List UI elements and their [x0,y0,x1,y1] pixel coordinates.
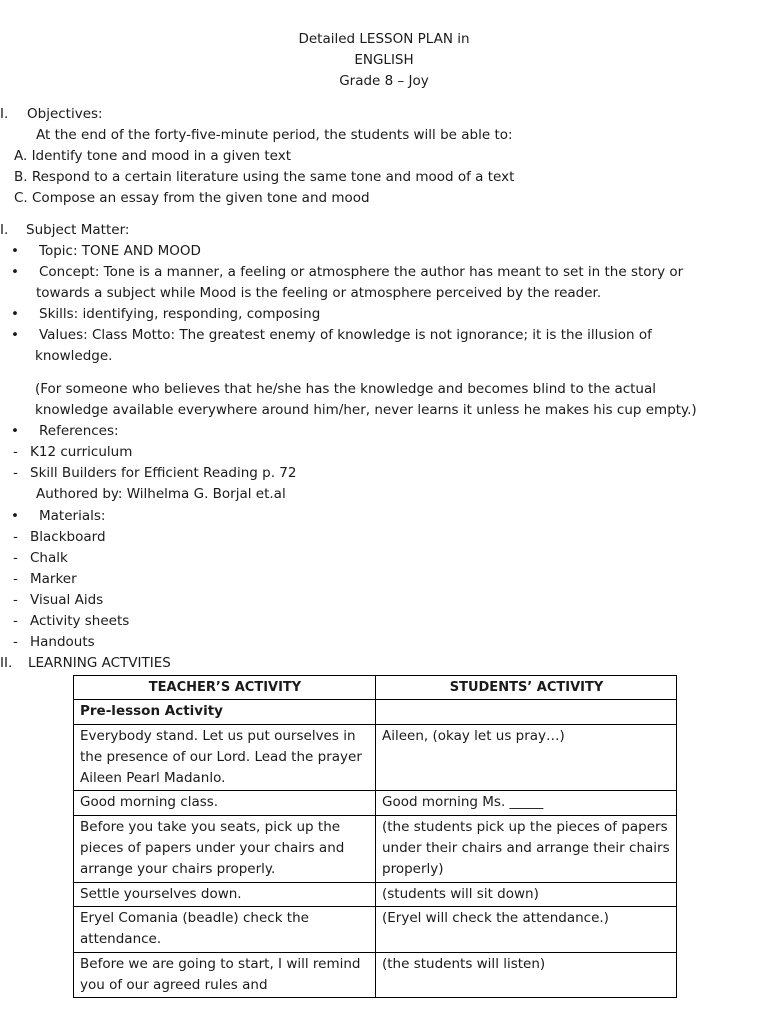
learning-numeral: II. [0,655,13,671]
students-cell: Good morning Ms. _____ [376,791,677,815]
bullet-skills: • Skills: identifying, responding, composing [0,304,768,325]
teacher-cell: Settle yourselves down. [74,882,376,906]
table-row [74,700,677,724]
table-row [74,724,677,791]
dash-marker: - [13,529,18,545]
subject-matter-heading: Subject Matter: [26,222,130,238]
teacher-cell: Eryel Comania (beadle) check the attendance. [74,906,376,952]
objectives-heading: Objectives: [27,106,103,122]
document-grade: Grade 8 – Joy [339,73,429,89]
material-item: - Handouts [0,632,768,653]
dash-marker: - [13,613,18,629]
bullet-values: • Values: Class Motto: The greatest enemy of knowledge is not ignorance; it is the illusion of [0,325,768,346]
column-header-teacher: TEACHER’S ACTIVITY [74,676,376,700]
motto-note-continued: knowledge available everywhere around him/her, never learns it unless he makes his cup empty.) [35,402,697,418]
objectives-intro: At the end of the forty-five-minute period, the students will be able to: [36,127,513,143]
column-header-students: STUDENTS’ ACTIVITY [376,676,677,700]
bullet-icon: • [11,508,19,524]
material-item: - Visual Aids [0,590,768,611]
students-cell: Aileen, (okay let us pray…) [376,724,677,791]
material-item: - Activity sheets [0,611,768,632]
bullet-concept: • Concept: Tone is a manner, a feeling or atmosphere the author has meant to set in the story or [0,262,768,283]
table-row [74,815,677,882]
dash-marker: - [13,550,18,566]
document-title: Detailed LESSON PLAN in [298,31,470,47]
bullet-icon: • [11,423,19,439]
learning-heading: LEARNING ACTVITIES [28,655,171,671]
document-subject: ENGLISH [354,52,414,68]
students-cell: (Eryel will check the attendance.) [376,906,677,952]
bullet-materials: • Materials: [0,506,768,527]
concept-continued: towards a subject while Mood is the feeling or atmosphere perceived by the reader. [36,285,602,301]
table-header-row [74,676,677,700]
values-continued: knowledge. [35,348,113,364]
students-cell [376,700,677,724]
teacher-cell: Pre-lesson Activity [74,700,376,724]
learning-activities-table [73,675,677,998]
bullet-icon: • [11,264,19,280]
dash-marker: - [13,571,18,587]
dash-marker: - [13,444,18,460]
objective-item: C. Compose an essay from the given tone and mood [14,190,370,206]
bullet-icon: • [11,243,19,259]
students-cell: (the students pick up the pieces of papers under their chairs and arrange their chairs properly) [376,815,677,882]
teacher-cell: Before we are going to start, I will remind you of our agreed rules and [74,952,376,998]
reference-item: - Skill Builders for Efficient Reading p. 72 [0,463,768,484]
subject-matter-numeral: I. [0,222,9,238]
table-row [74,882,677,906]
teacher-cell: Before you take you seats, pick up the pieces of papers under your chairs and arrange your chairs properly. [74,815,376,882]
table-row [74,791,677,815]
bullet-topic: • Topic: TONE AND MOOD [0,241,768,262]
students-cell: (the students will listen) [376,952,677,998]
students-cell: (students will sit down) [376,882,677,906]
objectives-numeral: I. [0,106,9,122]
bullet-icon: • [11,327,19,343]
objective-item: B. Respond to a certain literature using the same tone and mood of a text [14,169,515,185]
dash-marker: - [13,634,18,650]
table-row [74,952,677,998]
bullet-icon: • [11,306,19,322]
material-item: - Marker [0,569,768,590]
teacher-cell: Good morning class. [74,791,376,815]
reference-item: - K12 curriculum [0,442,768,463]
bullet-references: • References: [0,421,768,442]
material-item: - Chalk [0,548,768,569]
reference-author: Authored by: Wilhelma G. Borjal et.al [36,486,286,502]
dash-marker: - [13,592,18,608]
table-row [74,906,677,952]
objective-item: A. Identify tone and mood in a given text [14,148,292,164]
motto-note: (For someone who believes that he/she has the knowledge and becomes blind to the actual [35,381,657,397]
teacher-cell: Everybody stand. Let us put ourselves in the presence of our Lord. Lead the prayer Aileen Pearl Madanlo. [74,724,376,791]
dash-marker: - [13,465,18,481]
material-item: - Blackboard [0,527,768,548]
